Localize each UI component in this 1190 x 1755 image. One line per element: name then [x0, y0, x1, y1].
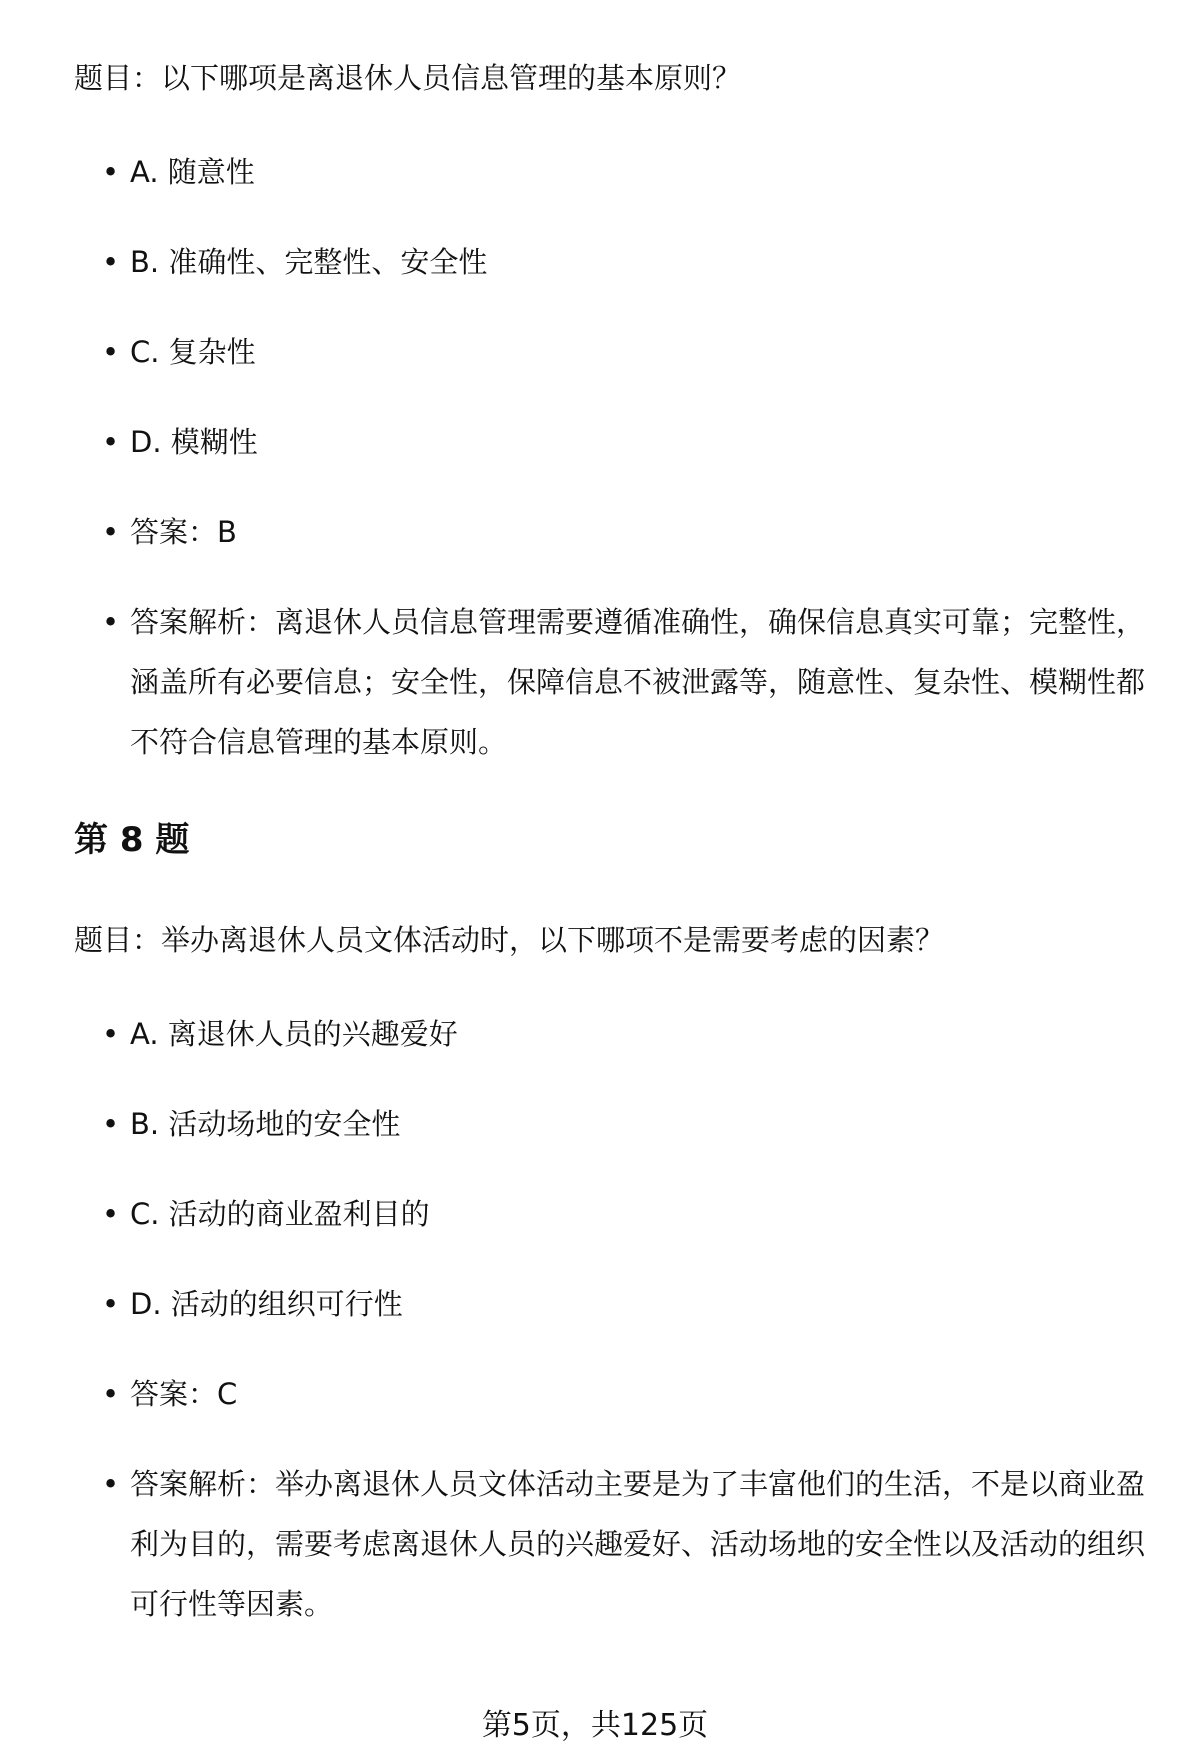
option-text: B. 活动场地的安全性 [130, 1107, 401, 1141]
option-c [102, 322, 1172, 382]
answer-analysis [102, 1454, 1172, 1634]
bullet-icon: • [102, 425, 120, 459]
option-text: B. 准确性、完整性、安全性 [130, 245, 488, 279]
option-text: A. 随意性 [130, 155, 255, 189]
option-text: C. 活动的商业盈利目的 [130, 1197, 430, 1231]
bullet-icon: • [102, 1377, 120, 1411]
option-d [102, 412, 1172, 472]
answer-text: 答案：C [130, 1377, 238, 1411]
bullet-icon: • [102, 515, 120, 549]
bullet-icon: • [102, 1287, 120, 1321]
answer-analysis [102, 592, 1172, 772]
analysis-text: 答案解析：举办离退休人员文体活动主要是为了丰富他们的生活，不是以商业盈利为目的，需要考虑离退休人员的兴趣爱好、活动场地的安全性以及活动的组织可行性等因素。 [130, 1467, 1146, 1621]
option-c [102, 1184, 1172, 1244]
option-text: D. 活动的组织可行性 [130, 1287, 403, 1321]
question-stem: 题目：举办离退休人员文体活动时，以下哪项不是需要考虑的因素？ [74, 923, 945, 957]
option-text: C. 复杂性 [130, 335, 256, 369]
bullet-icon: • [102, 335, 120, 369]
option-text: D. 模糊性 [130, 425, 258, 459]
bullet-icon: • [102, 245, 120, 279]
option-b [102, 232, 1172, 292]
option-b [102, 1094, 1172, 1154]
page-number: 第5页，共125页 [481, 1708, 709, 1743]
bullet-icon: • [102, 155, 120, 189]
option-d [102, 1274, 1172, 1334]
bullet-icon: • [102, 1467, 120, 1501]
bullet-icon: • [102, 1107, 120, 1141]
bullet-icon: • [102, 1197, 120, 1231]
question-stem: 题目：以下哪项是离退休人员信息管理的基本原则？ [74, 61, 742, 95]
answer-text: 答案：B [130, 515, 237, 549]
answer [102, 1364, 1172, 1424]
question-heading: 第 8 题 [74, 820, 190, 860]
analysis-text: 答案解析：离退休人员信息管理需要遵循准确性，确保信息真实可靠；完整性，涵盖所有必要信息；安全性，保障信息不被泄露等，随意性、复杂性、模糊性都不符合信息管理的基本原则。 [130, 605, 1146, 759]
bullet-icon: • [102, 1017, 120, 1051]
answer [102, 502, 1172, 562]
option-text: A. 离退休人员的兴趣爱好 [130, 1017, 458, 1051]
option-a [102, 1004, 1172, 1064]
bullet-icon: • [102, 605, 120, 639]
option-a [102, 142, 1172, 202]
